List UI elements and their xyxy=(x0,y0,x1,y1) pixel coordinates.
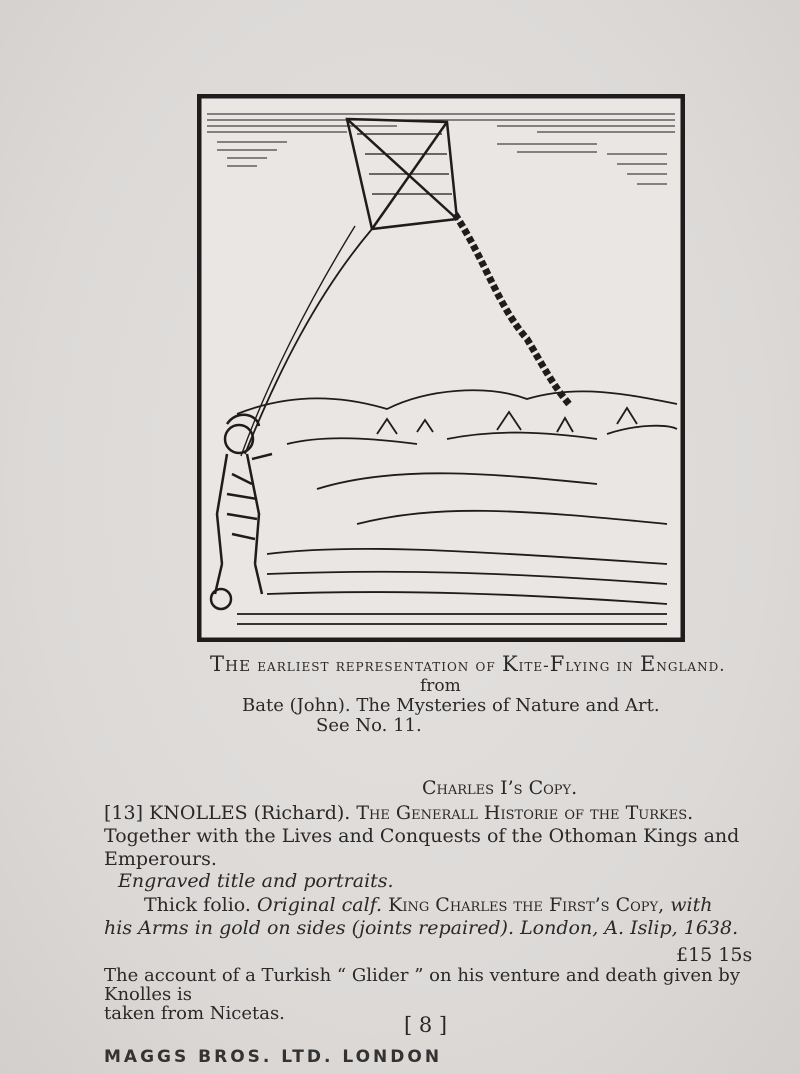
entry-format-line2 xyxy=(104,917,794,940)
entry-binding: Original calf. xyxy=(257,894,383,916)
lot-number: [13] xyxy=(104,802,144,824)
caption-source-author: Bate (John). xyxy=(242,695,351,716)
entry-with: with xyxy=(670,894,713,916)
entry-price: £15 15s xyxy=(676,944,753,966)
entry-royal-copy: King Charles the First’s Copy, xyxy=(388,894,665,916)
entry-folio: Thick folio. xyxy=(144,894,251,916)
caption-kite-initial: K xyxy=(501,652,519,676)
caption-see-reference: See No. 11. xyxy=(316,715,422,736)
caption-flying-initial: F xyxy=(549,652,566,676)
entry-account-line1: The account of a Turkish “ Glider ” on his venture and death given by Knolles is xyxy=(104,965,740,1005)
caption-england-rest: ngland. xyxy=(656,656,726,675)
entry-account-note xyxy=(104,966,794,1023)
figure-caption xyxy=(210,654,730,736)
caption-kite-rest: ite- xyxy=(518,656,550,675)
entry-subtitle-line3: Emperours. xyxy=(104,848,217,870)
entry-work-title: The Generall Historie of the Turkes. xyxy=(356,802,694,824)
caption-from: from xyxy=(420,676,461,696)
entry-author: KNOLLES (Richard). xyxy=(149,802,351,824)
entry-imprint: London, A. Islip, 1638. xyxy=(520,917,739,939)
caption-source-title: The Mysteries of Nature and Art. xyxy=(356,695,660,716)
woodcut-illustration xyxy=(197,94,685,642)
entry-provenance: Charles I’s Copy. xyxy=(422,777,578,799)
kite-flying-woodcut xyxy=(197,94,685,642)
publisher-footer: MAGGS BROS. LTD. LONDON xyxy=(104,1047,443,1067)
page-number: [ 8 ] xyxy=(404,1013,448,1037)
caption-source xyxy=(210,696,730,716)
caption-title xyxy=(210,654,730,676)
entry-engraved-note: Engraved title and portraits. xyxy=(118,870,394,892)
caption-flying-rest: lying in xyxy=(565,656,634,675)
entry-arms-note: his Arms in gold on sides (joints repaired). xyxy=(104,917,515,939)
caption-title-rest: earliest representation of xyxy=(257,656,496,675)
entry-heading xyxy=(104,802,794,871)
entry-account-line2: taken from Nicetas. xyxy=(104,1003,285,1024)
caption-title-prefix: The xyxy=(210,652,252,676)
caption-england-initial: E xyxy=(640,652,657,676)
entry-format-line1 xyxy=(104,894,800,917)
entry-subtitle-line2: Together with the Lives and Conquests of the Othoman Kings and xyxy=(104,825,740,847)
